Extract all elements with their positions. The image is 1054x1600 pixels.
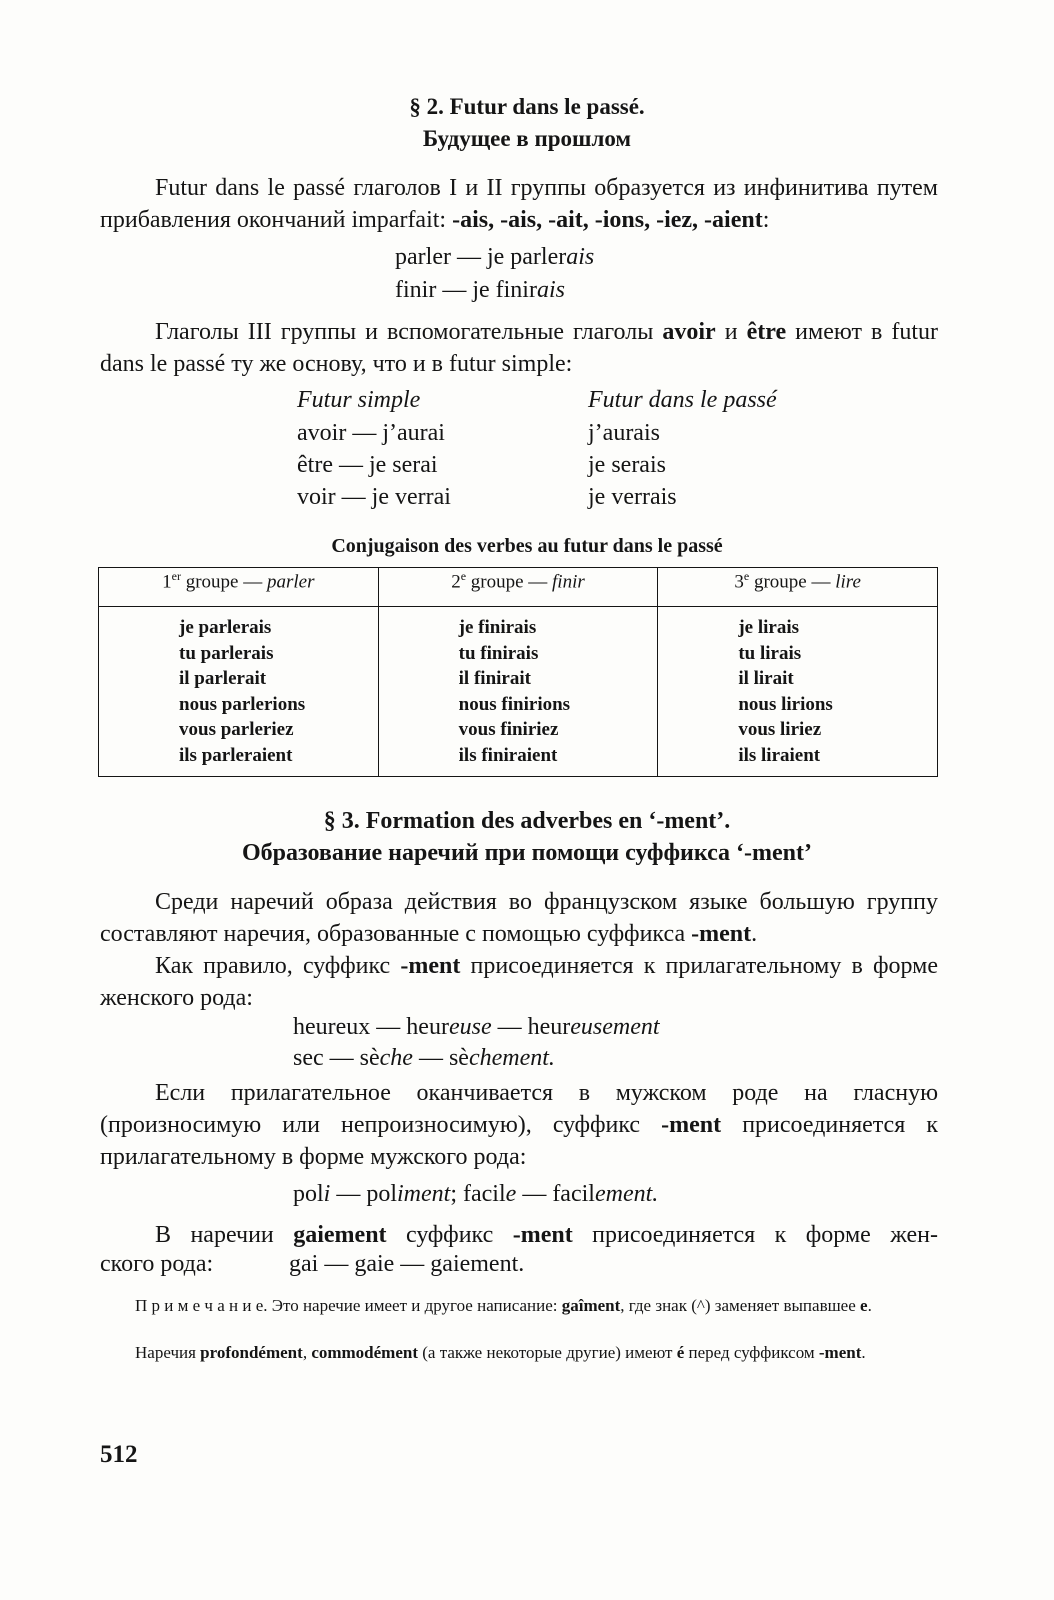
- page-number: 512: [100, 1441, 138, 1468]
- section3-paragraph-4: В наречии gaiement суффикс -ment присоединяется к форме жен-: [155, 1222, 938, 1248]
- section2-paragraph-2: Глаголы III группы и вспомогательные глаголы avoir и être имеют в futur dans le passé ту же основу, что и в futur simple:: [100, 319, 938, 377]
- section3-title-ru: Образование наречий при помощи суффикса ‘-ment’: [241, 840, 813, 866]
- section2-title-ru: Будущее в прошлом: [422, 126, 632, 151]
- column-lire: [658, 607, 938, 777]
- conjugation-form: ils parleraient: [179, 744, 293, 766]
- example-parler: parler — je parlerais: [395, 244, 595, 270]
- pair-simple: voir — je verrai: [297, 484, 451, 510]
- table-caption: Conjugaison des verbes au futur dans le passé: [331, 535, 723, 557]
- conjugation-form: nous finirions: [458, 693, 571, 715]
- conjugation-form: il parlerait: [179, 668, 267, 689]
- table-header-group-2: 2e groupe — finir: [378, 568, 658, 607]
- conjugation-form: je parlerais: [179, 617, 272, 638]
- column-parler: [99, 607, 379, 777]
- table-header-group-3: 3e groupe — lire: [658, 568, 938, 607]
- section3-paragraph-4-end: ского рода:: [100, 1251, 214, 1277]
- section3-paragraph-2: Как правило, суффикс -ment присоединяется к прилагательному в форме женского рода:: [100, 953, 938, 1011]
- conjugation-form: ils finiraient: [458, 744, 558, 766]
- section2-title-fr: § 2. Futur dans le passé.: [409, 94, 645, 119]
- conjugation-form: vous finiriez: [458, 719, 559, 740]
- note-1: П р и м е ч а н и е. Это наречие имеет и другое написание: gaîment, где знак (^) заменяет выпавшее е.: [135, 1296, 872, 1315]
- conjugation-form: je finirais: [458, 617, 537, 638]
- section3-paragraph-3: Если прилагательное оканчивается в мужском роде на гласную (произносимую или непроизносимую), суффикс -ment присоединяется к прилагательному в форме мужского рода:: [100, 1080, 938, 1170]
- conjugation-form: nous lirions: [738, 693, 833, 715]
- example-sec: sec — sèche — sèchement.: [293, 1045, 555, 1071]
- conjugation-form: nous parlerions: [179, 693, 306, 715]
- conjugation-form: ils liraient: [738, 744, 821, 766]
- pair-passe: j’aurais: [588, 420, 660, 446]
- table-header-group-1: 1er groupe — parler: [99, 568, 379, 607]
- pair-simple: être — je serai: [297, 452, 438, 478]
- futur-simple-heading: Futur simple: [297, 387, 421, 413]
- example-heureux: heureux — heureuse — heureusement: [293, 1014, 660, 1040]
- conjugation-form: vous liriez: [738, 719, 822, 740]
- table-header-row: [99, 568, 938, 607]
- conjugation-table: [98, 567, 938, 777]
- example-finir: finir — je finirais: [395, 277, 565, 303]
- note-2: Наречия profondément, commodément (а также некоторые другие) имеют é перед суффиксом -ment.: [135, 1343, 866, 1362]
- column-finir: [378, 607, 658, 777]
- futur-passe-heading: Futur dans le passé: [588, 387, 777, 413]
- conjugation-form: tu lirais: [738, 642, 802, 664]
- conjugation-form: il finirait: [458, 668, 531, 689]
- table-row: [99, 607, 938, 777]
- example-gaiement: gai — gaie — gaiement.: [289, 1251, 525, 1277]
- conjugation-form: tu finirais: [458, 642, 539, 664]
- conjugation-form: il lirait: [738, 668, 794, 689]
- pair-passe: je verrais: [588, 484, 677, 510]
- conjugation-form: je lirais: [738, 617, 799, 638]
- pair-passe: je serais: [588, 452, 666, 478]
- section2-paragraph-1: Futur dans le passé глаголов I и II группы образуется из инфинитива путем прибавления окончаний imparfait: -ais, -ais, -ait, -ions, -iez, -aient:: [100, 175, 938, 233]
- conjugation-form: tu parlerais: [179, 642, 274, 664]
- conjugation-form: vous parleriez: [179, 719, 294, 740]
- example-poli-facile: poli — poliment; facile — facilement.: [293, 1181, 659, 1207]
- pair-simple: avoir — j’aurai: [297, 420, 445, 446]
- section3-paragraph-1: Среди наречий образа действия во французском языке большую группу составляют наречия, образованные с помощью суффикса -ment.: [100, 889, 938, 947]
- section3-title-fr: § 3. Formation des adverbes en ‘-ment’.: [323, 808, 731, 834]
